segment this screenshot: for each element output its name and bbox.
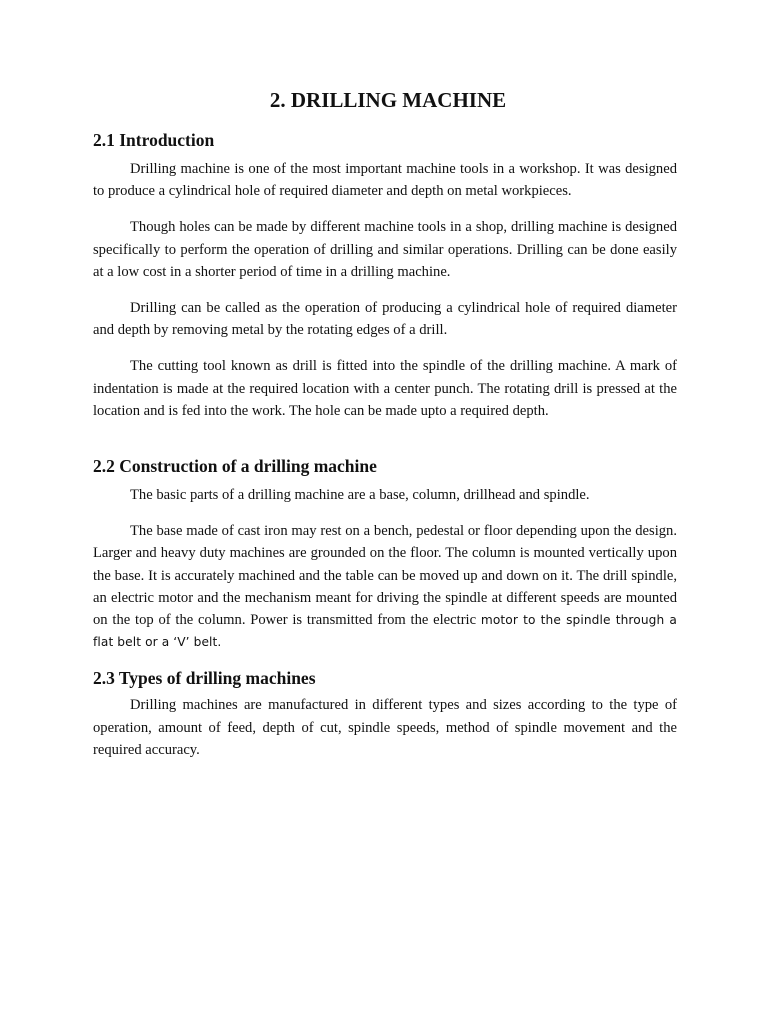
paragraph: The basic parts of a drilling machine are a base, column, drillhead and spindle. [130, 487, 590, 504]
document-title: 2. DRILLING MACHINE [269, 88, 507, 112]
paragraph: Drilling machine is one of the most important machine tools in a workshop. It was designed to produce a cylindrical hole of required diameter and depth on metal workpieces. [93, 161, 677, 200]
paragraph: Drilling machines are manufactured in different types and sizes according to the type of operation, amount of feed, depth of cut, spindle speeds, method of spindle movement and the required accuracy. [93, 697, 677, 758]
document-page [93, 86, 677, 761]
section-heading-introduction: 2.1 Introduction [93, 130, 215, 150]
paragraph: The cutting tool known as drill is fitted into the spindle of the drilling machine. A mark of indentation is made at the required location with a center punch. The rotating drill is pressed at the location and is fed into the work. The hole can be made upto a required depth. [93, 358, 677, 419]
paragraph-text-alt-font: motor to the spindle through a flat belt or a ‘V’ belt. [93, 613, 677, 650]
paragraph-text: The base made of cast iron may rest on a bench, pedestal or floor depending upon the design. Larger and heavy duty machines are grounded on the floor. The column is mounted vertically upon the base. It is accurately machined and the table can be moved up and down on it. The drill spindle, an electric motor and the mechanism meant for driving the spindle at different speeds are mounted on the top of the column. Power is transmitted from the electric [93, 523, 677, 629]
paragraph: Drilling can be called as the operation of producing a cylindrical hole of required diameter and depth by removing metal by the rotating edges of a drill. [93, 300, 677, 339]
section-heading-types: 2.3 Types of drilling machines [93, 668, 316, 689]
paragraph [93, 520, 677, 653]
paragraph: Though holes can be made by different machine tools in a shop, drilling machine is designed specifically to perform the operation of drilling and similar operations. Drilling can be done easily at a low cost in a shorter period of time in a drilling machine. [93, 219, 677, 280]
section-heading-construction: 2.2 Construction of a drilling machine [93, 456, 377, 477]
